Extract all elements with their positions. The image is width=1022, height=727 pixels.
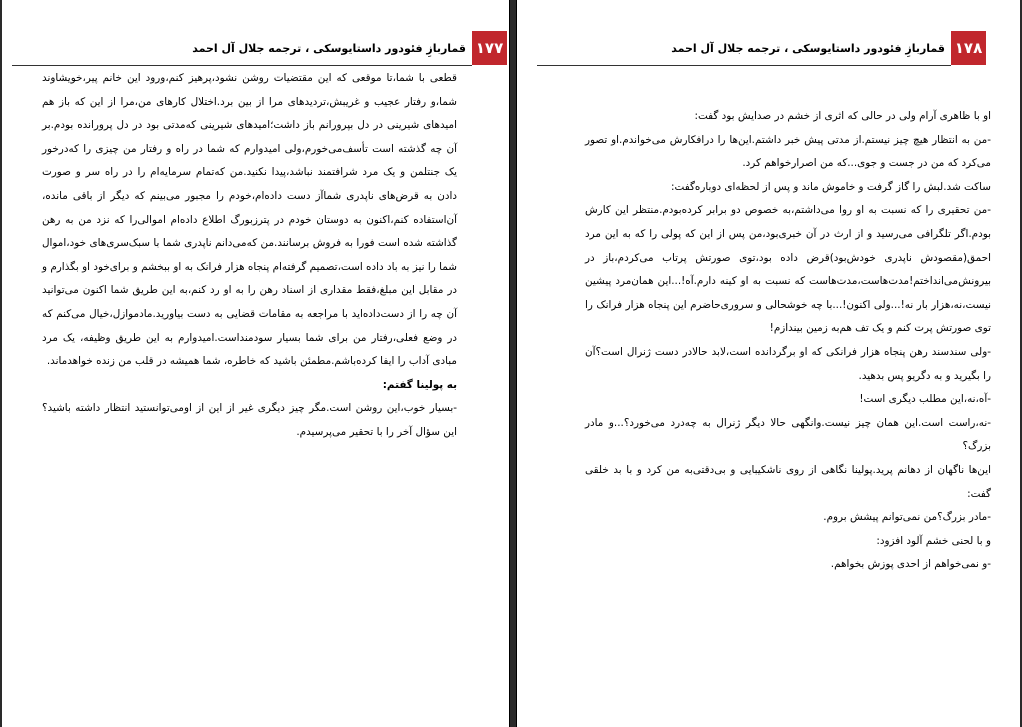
paragraph: او با ظاهری آرام ولی در حالی که اثری از خشم در صدایش بود گفت: xyxy=(694,110,991,122)
page-header xyxy=(192,31,507,65)
paragraph: قطعی با شما،تا موقعی که این مقتضیات روشن نشود،پرهیز کنم،ورود این خانم پیر،خویشاوند شما،و رفتار عجیب و غریبش،تردیدهای مرا از بین برد.اختلال کارهای من،مرا از این که باز هم امیدهای شیرینی در دل بپرورانم باز داشت؛امیدهای شیرینی که‌مدتی بود در دل پرورانده بودم.بر آن چه گذشته است تأسف‌می‌خورم،ولی امیدوارم که شما در راه و رفتار من چیزی را که‌درخور یک جنتلمن و یک مرد شرافتمند نباشد،پیدا نکنید.من که‌تمام سرمایه‌ام را در راه سر و صورت دادن به قرض‌های ناپدری شماآز دست داده‌ام،خودم را مجبور می‌بینم که دیگر از باقی مانده، آن‌استفاده کنم،اکنون به دوستان خودم در پترزبورگ اطلاع داده‌ام اموالی‌را که نزد من به رهن گذاشته شده است فورا به فروش برسانند.من که‌می‌دانم ناپدری شما با سبک‌سری‌های خود،اموال شما را نیز به باد داده است،تصمیم گرفته‌ام پنجاه هزار فرانک به او ببخشم و برای‌خود او بگذارم و در مقابل این مبلغ،فقط مقداری از اسناد رهن را به او رد کنم،به این طریق شما اکنون می‌توانید آن چه را از دست‌داده‌اید با مراجعه به مقامات قضایی به دست بیاورید.مادموازل،خیال می‌کنم که در وضع فعلی،رفتار من برای شما بسیار سودمنداست.امیدوارم به این طریق وظیفه، یک مرد مبادی آداب را ایفا کرده‌باشم.مطمئن باشید که خاطره، شما همیشه در قلب من زنده خواهدماند. xyxy=(42,72,457,368)
paragraph: -من تحقیری را که نسبت به او روا می‌داشتم،به خصوص دو برابر کرده‌بودم.منتظر این کارش بودم.اگر تلگرافی می‌رسید و از ارث در آن خبری‌بود،من پس از این که پولی را که به این مرد احمق(مقصودش ناپدری خودش‌بود)قرض داده بود،توی صورتش پرتاب می‌کردم،باز در بیرونش‌می‌انداختم!مدت‌هاست،مدت‌هاست که نسبت به او کینه دارم.آه!...این همان‌مرد پیشین نیست،نه،هزار بار نه!...ولی اکنون!...با چه خوشحالی و سروری‌حاضرم این پنجاه هزار فرانک را توی صورتش پرت کنم و یک تف هم‌به زمین بیندازم! xyxy=(585,204,991,335)
page-178 xyxy=(516,0,1020,727)
page-body xyxy=(42,67,457,445)
page-177 xyxy=(2,0,510,727)
paragraph: -ولی سندسند رهن پنجاه هزار فرانکی که او برگردانده است،لابد حالادر دست ژنرال است؟آن را بگیرید و به دگریو پس بدهید. xyxy=(585,345,991,382)
paragraph: این‌ها ناگهان از دهانم پرید.پولینا نگاهی از روی ناشکیبایی و بی‌دقتی‌به من کرد و با بد خلقی گفت: xyxy=(585,463,991,500)
paragraph: و با لحنی خشم آلود افزود: xyxy=(876,534,991,547)
paragraph: -مادر بزرگ؟من نمی‌توانم پیشش بروم. xyxy=(823,511,991,524)
paragraph: -نه،راست است.این همان چیز نیست.وانگهی حالا دیگر ژنرال به چه‌درد می‌خورد؟...و مادر بزرگ؟ xyxy=(585,416,991,453)
book-title: قماربازِ فئودور داستایوسکی ، ترجمه جلال آل احمد xyxy=(671,41,945,55)
page-number-badge: ۱۷۸ xyxy=(951,31,986,65)
paragraph: ساکت شد.لبش را گاز گرفت و خاموش ماند و پس از لحظه‌ای دوباره‌گفت: xyxy=(671,180,991,193)
header-rule xyxy=(537,65,951,66)
paragraph: -بسیار خوب،این روشن است.مگر چیز دیگری غیر از این از اومی‌توانستید انتظار داشته باشید؟ این سؤال آخر را با تحقیر می‌پرسیدم. xyxy=(42,402,457,438)
paragraph: -آه،نه،این مطلب دیگری است! xyxy=(859,393,991,406)
paragraph: به پولینا گفتم: xyxy=(382,378,457,391)
header-rule xyxy=(12,65,472,66)
paragraph: -و نمی‌خواهم از احدی پوزش بخواهم. xyxy=(830,558,991,571)
page-header xyxy=(671,31,986,65)
book-title: قماربازِ فئودور داستایوسکی ، ترجمه جلال آل احمد xyxy=(192,41,466,55)
paragraph: -من به انتظار هیچ چیز نیستم.از مدتی پیش خبر داشتم.این‌ها را درافکارش می‌خواندم.او تصور می‌کرد که من در جست و جوی...که من اصرارخواهم کرد. xyxy=(585,133,991,170)
page-body xyxy=(585,105,991,577)
page-number-badge: ۱۷۷ xyxy=(472,31,507,65)
